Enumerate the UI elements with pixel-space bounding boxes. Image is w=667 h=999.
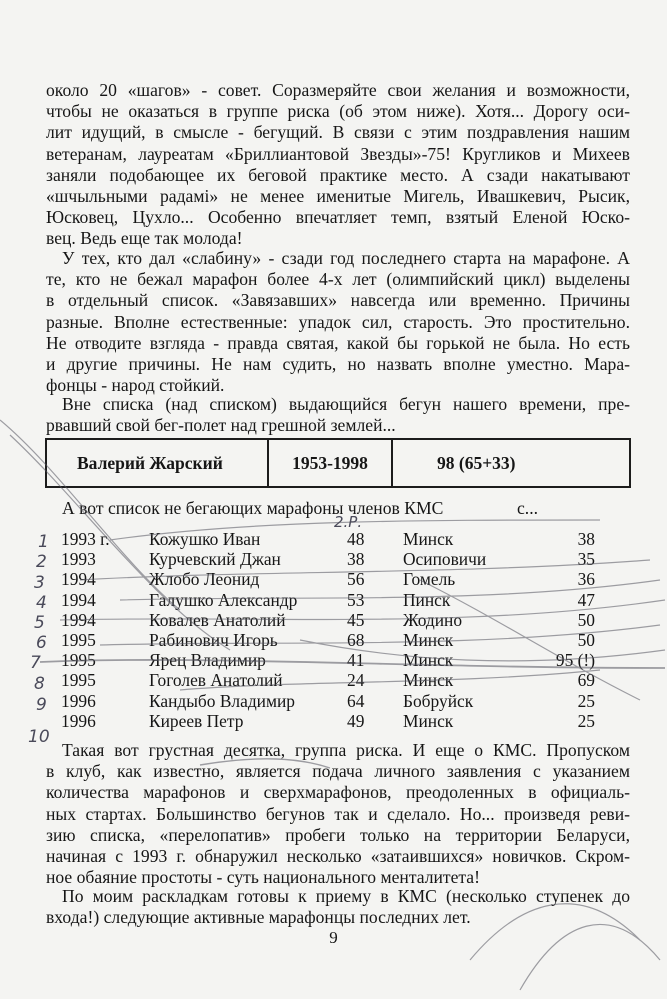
row-year: 1994 bbox=[61, 609, 96, 630]
table-row bbox=[57, 610, 595, 630]
text-line: количества марафонов и сверхмарафонов, преодоленных в официаль- bbox=[46, 782, 630, 803]
text-line: чтобы не оказаться в группе риска (об этом ниже). Хотя... Дорогу оси- bbox=[46, 101, 630, 122]
text-line: в клуб, как известно, является подача личного заявления с указанием bbox=[46, 761, 630, 782]
row-year: 1994 bbox=[61, 589, 96, 610]
featured-runner-result: 98 (65+33) bbox=[437, 452, 516, 473]
row-name: Гоголев Анатолий bbox=[149, 670, 283, 691]
list-heading-tail: с... bbox=[517, 498, 539, 518]
text-line: Не отводите взгляда - правда святая, какой бы горькой не была. Но есть bbox=[46, 332, 630, 353]
paragraph-4 bbox=[46, 740, 630, 888]
inactive-members-table bbox=[57, 529, 595, 731]
row-name: Киреев Петр bbox=[149, 710, 244, 731]
row-age: 56 bbox=[347, 569, 365, 590]
list-heading-text: А вот список не бегающих марафоны членов КМС bbox=[62, 498, 444, 518]
handwritten-number: 4 bbox=[36, 593, 47, 613]
table-row bbox=[57, 569, 595, 589]
row-runs: 50 bbox=[577, 609, 595, 630]
row-city: Минск bbox=[403, 670, 454, 691]
row-city: Пинск bbox=[403, 589, 451, 610]
row-city: Бобруйск bbox=[403, 690, 474, 711]
row-runs: 25 bbox=[577, 710, 595, 731]
table-row bbox=[57, 670, 595, 690]
text-line: в отдельный список. «Завязавших» навсегда или временно. Причины bbox=[46, 290, 630, 311]
text-line: У тех, кто дал «слабину» - сзади год последнего старта на марафоне. А bbox=[62, 248, 630, 268]
text-line: «шчыльными радамі» не менее именитые Мигель, Ивашкевич, Рысик, bbox=[46, 186, 630, 207]
row-name: Ковалев Анатолий bbox=[149, 609, 286, 630]
table-row bbox=[57, 711, 595, 731]
text-line: разные. Вполне естественные: упадок сил, старость. Это простительно. bbox=[46, 311, 630, 332]
text-line: ное обаяние простоты - суть национального менталитета! bbox=[46, 867, 480, 888]
paragraph-1 bbox=[46, 80, 630, 250]
text-line: Юсковец, Цухло... Особенно впечатляет темп, взятый Еленой Юско- bbox=[46, 207, 630, 228]
row-city: Гомель bbox=[403, 569, 456, 590]
row-age: 53 bbox=[347, 589, 365, 610]
row-runs: 47 bbox=[577, 589, 595, 610]
text-line: Такая вот грустная десятка, группа риска. И еще о КМС. Пропуском bbox=[62, 740, 630, 760]
handwritten-number: 10 bbox=[28, 727, 50, 747]
row-year: 1996 bbox=[61, 710, 96, 731]
page-number: 9 bbox=[329, 928, 338, 947]
text-line: рвавший свой бег-полет над грешной землей... bbox=[46, 415, 396, 436]
row-name: Кожушко Иван bbox=[149, 529, 261, 549]
paragraph-2 bbox=[46, 248, 630, 396]
row-name: Галушко Александр bbox=[149, 589, 298, 610]
table-row bbox=[57, 529, 595, 549]
row-runs: 38 bbox=[577, 529, 595, 549]
handwritten-number: 1 bbox=[38, 532, 49, 552]
featured-runner-years: 1953-1998 bbox=[269, 440, 393, 486]
handwritten-age-note: 2.Р. bbox=[334, 513, 363, 531]
text-line: начиная с 1993 г. обнаружил несколько «затаившихся» новичков. Скром- bbox=[46, 846, 630, 867]
row-year: 1996 bbox=[61, 690, 96, 711]
text-line: ветеранам, лауреатам «Бриллиантовой Звезды»-75! Кругликов и Михеев bbox=[46, 143, 630, 164]
row-runs: 95 (!) bbox=[555, 650, 595, 671]
row-name: Жлобо Леонид bbox=[149, 569, 260, 590]
text-line: Вне списка (над списком) выдающийся бегун нашего времени, пре- bbox=[62, 394, 630, 414]
table-row bbox=[57, 590, 595, 610]
row-city: Минск bbox=[403, 529, 454, 549]
row-year: 1993 bbox=[61, 549, 96, 570]
row-year: 1995 bbox=[61, 650, 96, 671]
text-line: и другие причины. Не нам судить, но назвать вполне уместно. Мара- bbox=[46, 354, 630, 375]
row-age: 64 bbox=[347, 690, 365, 711]
row-runs: 36 bbox=[577, 569, 595, 590]
handwritten-number: 2 bbox=[36, 552, 47, 572]
row-year: 1993 г. bbox=[61, 529, 110, 549]
handwritten-number: 7 bbox=[30, 653, 41, 673]
row-age: 45 bbox=[347, 609, 365, 630]
row-age: 24 bbox=[347, 670, 365, 691]
row-name: Ярец Владимир bbox=[149, 650, 266, 671]
text-line: зию списка, «перелопатив» пробеги только на территории Беларуси, bbox=[46, 824, 630, 845]
handwritten-number: 8 bbox=[34, 674, 45, 694]
row-runs: 35 bbox=[577, 549, 595, 570]
row-city: Минск bbox=[403, 710, 454, 731]
table-row bbox=[57, 650, 595, 670]
featured-runner-name: Валерий Жарский bbox=[47, 440, 269, 486]
handwritten-number: 5 bbox=[34, 613, 45, 633]
row-city: Минск bbox=[403, 630, 454, 651]
table-row bbox=[57, 691, 595, 711]
row-name: Рабинович Игорь bbox=[149, 630, 278, 651]
text-line: около 20 «шагов» - совет. Соразмеряйте свои желания и возможности, bbox=[46, 80, 630, 100]
row-year: 1995 bbox=[61, 670, 96, 691]
row-name: Курчевский Джан bbox=[149, 549, 281, 570]
text-line: заняли подобающее их беговой практике место. А сзади накатывают bbox=[46, 164, 630, 185]
row-age: 49 bbox=[347, 710, 365, 731]
row-year: 1995 bbox=[61, 630, 96, 651]
text-line: фонцы - народ стойкий. bbox=[46, 375, 225, 396]
handwritten-number: 6 bbox=[36, 633, 47, 653]
table-row bbox=[57, 630, 595, 650]
row-name: Кандыбо Владимир bbox=[149, 690, 295, 711]
handwritten-number: 9 bbox=[36, 695, 47, 715]
row-city: Жодино bbox=[403, 609, 463, 630]
row-city: Осиповичи bbox=[403, 549, 487, 570]
handwritten-number: 3 bbox=[34, 573, 45, 593]
row-age: 68 bbox=[347, 630, 365, 651]
paragraph-5 bbox=[46, 886, 630, 928]
text-line: входа!) следующие активные марафонцы последних лет. bbox=[46, 907, 471, 928]
row-age: 41 bbox=[347, 650, 365, 671]
featured-runner-box bbox=[45, 438, 631, 488]
text-line: По моим раскладкам готовы к приему в КМС (несколько ступенек до bbox=[62, 886, 630, 906]
paragraph-3 bbox=[46, 394, 630, 436]
text-line: ных стартах. Большинство бегунов так и сделало. Но... произведя реви- bbox=[46, 803, 630, 824]
row-age: 38 bbox=[347, 549, 365, 570]
row-runs: 25 bbox=[577, 690, 595, 711]
text-line: вец. Ведь еще так молода! bbox=[46, 228, 243, 249]
row-age: 48 bbox=[347, 529, 365, 549]
row-runs: 69 bbox=[577, 670, 595, 691]
text-line: те, кто не бежал марафон более 4-х лет (олимпийский цикл) выделены bbox=[46, 269, 630, 290]
row-city: Минск bbox=[403, 650, 454, 671]
list-heading bbox=[62, 498, 539, 519]
text-line: лит идущий, в смысле - бегущий. В связи с этим поздравления нашим bbox=[46, 122, 630, 143]
table-row bbox=[57, 549, 595, 569]
row-runs: 50 bbox=[577, 630, 595, 651]
row-year: 1994 bbox=[61, 569, 96, 590]
